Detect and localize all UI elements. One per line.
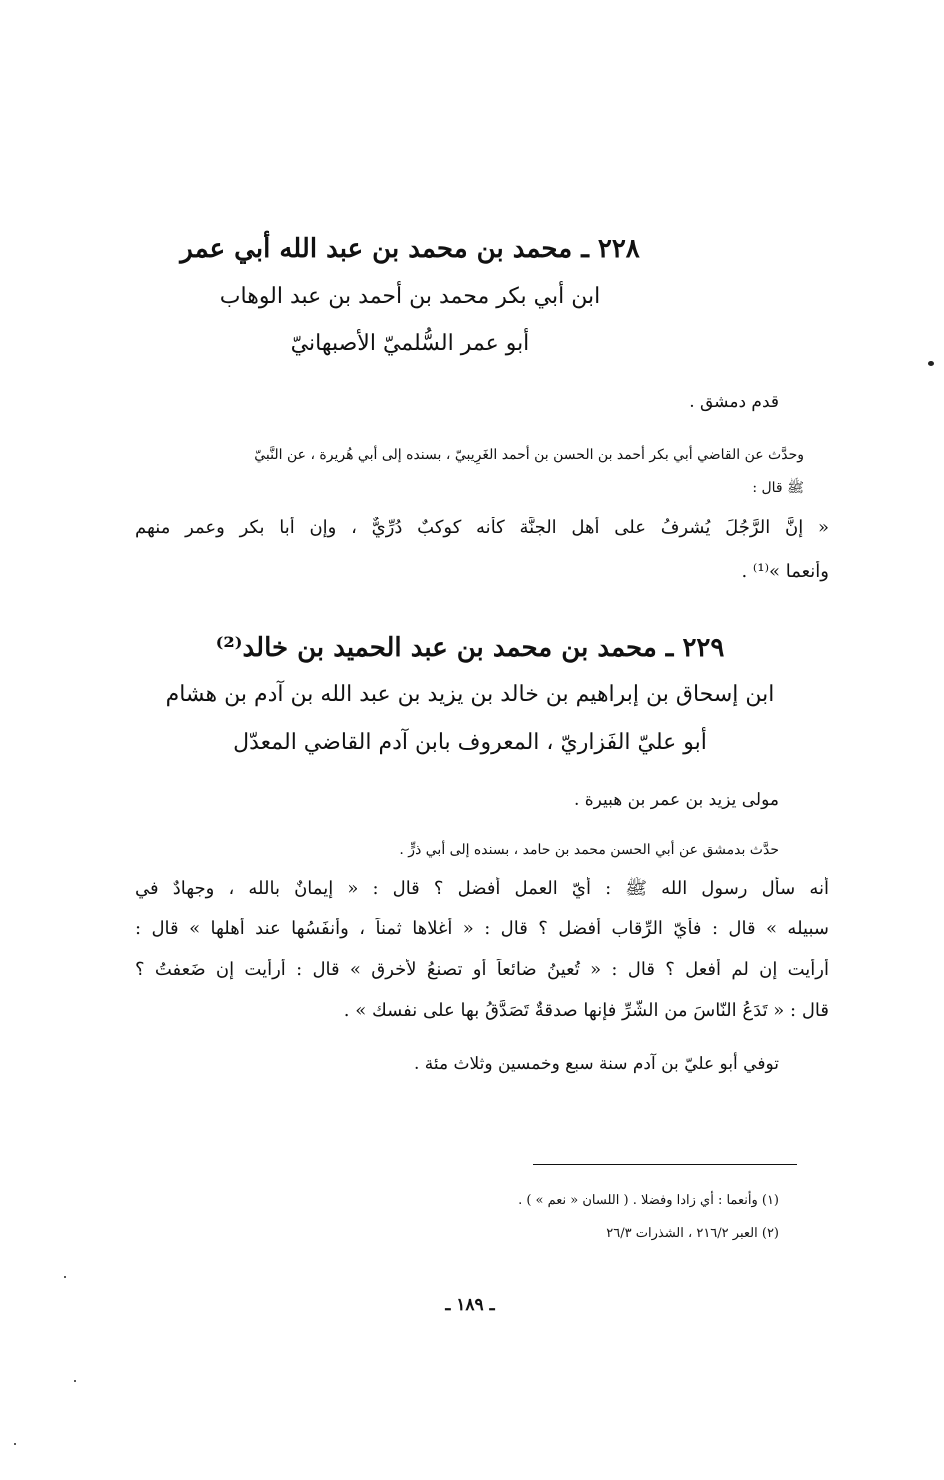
entry-228-narration-line-2: ﷺ قال :: [752, 480, 804, 496]
page-number: ـ ١٨٩ ـ: [445, 1295, 495, 1315]
entry-229-body-line-3: أرأيت إن لم أفعل ؟ قال : « تُعينُ ضائعاً أو تصنعُ لأخرق » قال : أرأيت إن ضَعفتُ ؟: [135, 959, 829, 980]
entry-229-body-line-2: سبيله » قال : فأيّ الرِّقاب أفضل ؟ قال : « أغلاها ثمناً ، وأنفَسُها عند أهلها » قال :: [135, 918, 829, 939]
entry-229-note: مولى يزيد بن عمر بن هبيرة .: [573, 790, 779, 810]
entry-229-body-line-4: قال : « تَدَعُ النّاسَ من الشَّرِّ فإنها صدقةٌ تَصَدَّقُ بها على نفسك » .: [343, 1000, 829, 1021]
entry-228-hadith-line-1: « إنَّ الرَّجُلَ يُشرفُ على أهل الجنَّة كأنه كوكبٌ دُرِّيٌّ ، وإن أبا بكر وعمر منهم: [135, 517, 829, 538]
entry-228-kunya: أبو عمر السُّلميّ الأصبهانيّ: [290, 331, 530, 356]
scan-speck: [14, 1443, 16, 1445]
entry-229-heading: ٢٢٩ ـ محمد بن محمد بن عبد الحميد بن خالد⁽²⁾: [215, 633, 725, 663]
entry-229-kunya: أبو عليّ الفَزاريّ ، المعروف بابن آدم القاضي المعدّل: [233, 730, 707, 755]
entry-228-note: قدم دمشق .: [689, 392, 779, 412]
footnote-separator: [533, 1164, 797, 1165]
entry-229-narration: حدَّث بدمشق عن أبي الحسن محمد بن حامد ، بسنده إلى أبي ذرٍّ .: [399, 842, 779, 858]
entry-228-heading: ٢٢٨ ـ محمد بن محمد بن عبد الله أبي عمر: [180, 234, 640, 264]
entry-229-lineage: ابن إسحاق بن إبراهيم بن خالد بن يزيد بن عبد الله بن آدم بن هشام: [165, 682, 775, 707]
entry-228-hadith-line-2: وأنعما »⁽¹⁾ .: [741, 561, 829, 582]
scan-speck: [928, 361, 934, 366]
entry-228-narration-line-1: وحدَّث عن القاضي أبي بكر أحمد بن الحسن بن أحمد الغَرِيبيّ ، بسنده إلى أبي هُريرة ، عن النَّبيّ: [254, 447, 804, 463]
footnote-1: (١) وأنعما : أي زادا وفضلا . ( اللسان « نعم » ) .: [518, 1193, 779, 1208]
entry-229-body-line-1: أنه سأل رسول الله ﷺ : أيّ العمل أفضل ؟ قال : « إيمانٌ بالله ، وجهادٌ في: [135, 878, 829, 899]
scan-speck: [64, 1276, 66, 1278]
entry-229-death-note: توفي أبو عليّ بن آدم سنة سبع وخمسين وثلاث مئة .: [413, 1054, 779, 1074]
scan-speck: [74, 1380, 76, 1382]
entry-228-lineage: ابن أبي بكر محمد بن أحمد بن عبد الوهاب: [219, 284, 601, 309]
footnote-2: (٢) العبر ٢١٦/٢ ، الشذرات ٢٦/٣: [606, 1226, 779, 1241]
